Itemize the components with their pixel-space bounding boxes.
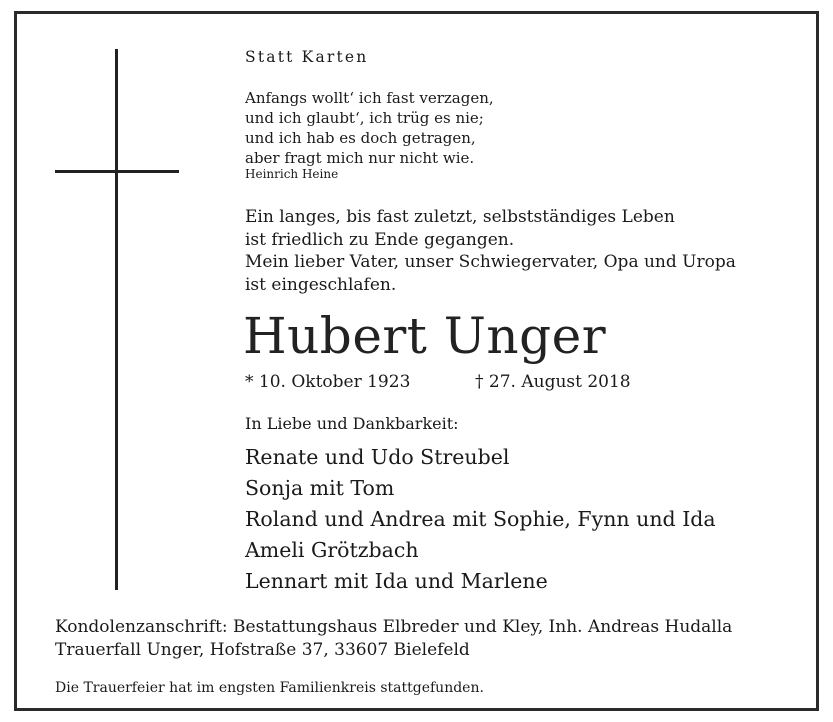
statt-karten-heading: Statt Karten — [245, 48, 369, 66]
mourner-name: Roland und Andrea mit Sophie, Fynn und Ida — [245, 507, 716, 531]
address-line: Kondolenzanschrift: Bestattungshaus Elbreder und Kley, Inh. Andreas Hudalla — [55, 617, 733, 637]
poem-author: Heinrich Heine — [245, 167, 339, 181]
death-date: † 27. August 2018 — [475, 372, 631, 392]
cross-vertical-bar — [115, 49, 118, 590]
poem — [245, 88, 494, 168]
obituary-frame — [14, 11, 819, 711]
poem-line: und ich glaubt‘, ich trüg es nie; — [245, 109, 484, 127]
cross-horizontal-bar — [55, 170, 179, 173]
funeral-note: Die Trauerfeier hat im engsten Familienkreis stattgefunden. — [55, 680, 484, 696]
mourner-name: Lennart mit Ida und Marlene — [245, 569, 548, 593]
intro-line: Ein langes, bis fast zuletzt, selbstständiges Leben — [245, 207, 675, 227]
intro-line: Mein lieber Vater, unser Schwiegervater, Opa und Uropa — [245, 252, 736, 272]
intro-line: ist eingeschlafen. — [245, 274, 397, 295]
mourner-name: Renate und Udo Streubel — [245, 445, 510, 469]
mourner-name: Ameli Grötzbach — [245, 538, 419, 562]
mourner-name: Sonja mit Tom — [245, 476, 395, 500]
mourners-heading: In Liebe und Dankbarkeit: — [245, 414, 459, 433]
poem-line: und ich hab es doch getragen, — [245, 129, 476, 147]
address-line: Trauerfall Unger, Hofstraße 37, 33607 Bielefeld — [55, 639, 470, 660]
intro-text — [245, 206, 736, 296]
condolence-address — [55, 616, 732, 661]
deceased-name: Hubert Unger — [243, 307, 607, 365]
poem-line: aber fragt mich nur nicht wie. — [245, 149, 475, 167]
intro-line: ist friedlich zu Ende gegangen. — [245, 229, 515, 250]
poem-line: Anfangs wollt‘ ich fast verzagen, — [245, 89, 494, 107]
birth-date: * 10. Oktober 1923 — [245, 372, 411, 392]
mourners-list — [245, 442, 716, 597]
